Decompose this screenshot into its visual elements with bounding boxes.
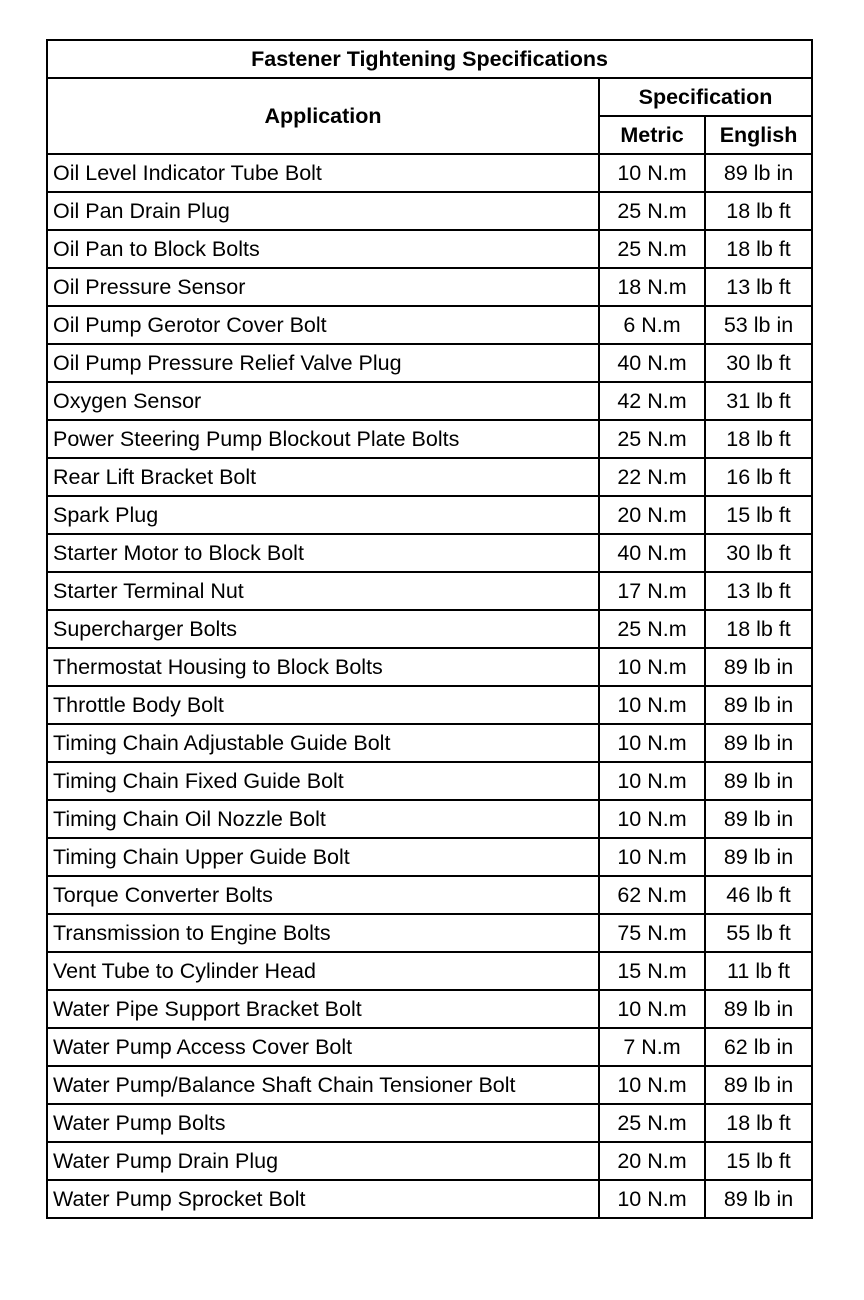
metric-cell: 22 N.m — [599, 458, 705, 496]
table-row — [47, 192, 812, 230]
table-row — [47, 458, 812, 496]
fastener-spec-table — [46, 39, 813, 1219]
english-cell: 31 lb ft — [705, 382, 812, 420]
english-cell: 30 lb ft — [705, 534, 812, 572]
application-cell: Starter Motor to Block Bolt — [47, 534, 599, 572]
table-row — [47, 268, 812, 306]
english-cell: 62 lb in — [705, 1028, 812, 1066]
table-row — [47, 534, 812, 572]
metric-cell: 10 N.m — [599, 990, 705, 1028]
table-body — [47, 154, 812, 1218]
metric-cell: 25 N.m — [599, 420, 705, 458]
english-cell: 89 lb in — [705, 154, 812, 192]
table-title-row — [47, 40, 812, 78]
english-cell: 89 lb in — [705, 648, 812, 686]
application-cell: Timing Chain Adjustable Guide Bolt — [47, 724, 599, 762]
metric-cell: 17 N.m — [599, 572, 705, 610]
table-row — [47, 724, 812, 762]
application-cell: Spark Plug — [47, 496, 599, 534]
header-metric: Metric — [599, 116, 705, 154]
english-cell: 13 lb ft — [705, 572, 812, 610]
table-row — [47, 762, 812, 800]
application-cell: Vent Tube to Cylinder Head — [47, 952, 599, 990]
metric-cell: 75 N.m — [599, 914, 705, 952]
metric-cell: 40 N.m — [599, 534, 705, 572]
application-cell: Oxygen Sensor — [47, 382, 599, 420]
english-cell: 13 lb ft — [705, 268, 812, 306]
english-cell: 89 lb in — [705, 800, 812, 838]
table-row — [47, 306, 812, 344]
english-cell: 89 lb in — [705, 1180, 812, 1218]
application-cell: Water Pump/Balance Shaft Chain Tensioner Bolt — [47, 1066, 599, 1104]
english-cell: 55 lb ft — [705, 914, 812, 952]
table-row — [47, 1028, 812, 1066]
table-row — [47, 990, 812, 1028]
metric-cell: 20 N.m — [599, 496, 705, 534]
english-cell: 46 lb ft — [705, 876, 812, 914]
application-cell: Power Steering Pump Blockout Plate Bolts — [47, 420, 599, 458]
english-cell: 11 lb ft — [705, 952, 812, 990]
table-row — [47, 914, 812, 952]
english-cell: 18 lb ft — [705, 420, 812, 458]
metric-cell: 10 N.m — [599, 762, 705, 800]
application-cell: Oil Pan to Block Bolts — [47, 230, 599, 268]
application-cell: Transmission to Engine Bolts — [47, 914, 599, 952]
metric-cell: 25 N.m — [599, 1104, 705, 1142]
table-row — [47, 648, 812, 686]
metric-cell: 10 N.m — [599, 724, 705, 762]
english-cell: 16 lb ft — [705, 458, 812, 496]
metric-cell: 18 N.m — [599, 268, 705, 306]
application-cell: Oil Pump Gerotor Cover Bolt — [47, 306, 599, 344]
table-row — [47, 420, 812, 458]
english-cell: 18 lb ft — [705, 610, 812, 648]
application-cell: Water Pump Bolts — [47, 1104, 599, 1142]
english-cell: 89 lb in — [705, 1066, 812, 1104]
header-application: Application — [47, 78, 599, 154]
english-cell: 15 lb ft — [705, 1142, 812, 1180]
table-row — [47, 800, 812, 838]
table-title: Fastener Tightening Specifications — [47, 40, 812, 78]
application-cell: Rear Lift Bracket Bolt — [47, 458, 599, 496]
table-row — [47, 382, 812, 420]
table-header-row — [47, 78, 812, 116]
metric-cell: 40 N.m — [599, 344, 705, 382]
table-row — [47, 876, 812, 914]
application-cell: Water Pump Access Cover Bolt — [47, 1028, 599, 1066]
application-cell: Oil Pan Drain Plug — [47, 192, 599, 230]
table-row — [47, 686, 812, 724]
metric-cell: 10 N.m — [599, 648, 705, 686]
metric-cell: 6 N.m — [599, 306, 705, 344]
english-cell: 18 lb ft — [705, 230, 812, 268]
english-cell: 89 lb in — [705, 838, 812, 876]
metric-cell: 20 N.m — [599, 1142, 705, 1180]
table-row — [47, 610, 812, 648]
application-cell: Torque Converter Bolts — [47, 876, 599, 914]
metric-cell: 10 N.m — [599, 154, 705, 192]
table-row — [47, 154, 812, 192]
metric-cell: 62 N.m — [599, 876, 705, 914]
english-cell: 89 lb in — [705, 990, 812, 1028]
metric-cell: 25 N.m — [599, 230, 705, 268]
english-cell: 89 lb in — [705, 762, 812, 800]
table-row — [47, 1180, 812, 1218]
application-cell: Water Pipe Support Bracket Bolt — [47, 990, 599, 1028]
application-cell: Timing Chain Fixed Guide Bolt — [47, 762, 599, 800]
metric-cell: 25 N.m — [599, 192, 705, 230]
table-row — [47, 838, 812, 876]
english-cell: 15 lb ft — [705, 496, 812, 534]
table-row — [47, 1066, 812, 1104]
metric-cell: 10 N.m — [599, 686, 705, 724]
application-cell: Oil Pressure Sensor — [47, 268, 599, 306]
table-row — [47, 1104, 812, 1142]
application-cell: Oil Pump Pressure Relief Valve Plug — [47, 344, 599, 382]
table-row — [47, 344, 812, 382]
application-cell: Water Pump Sprocket Bolt — [47, 1180, 599, 1218]
metric-cell: 7 N.m — [599, 1028, 705, 1066]
metric-cell: 10 N.m — [599, 800, 705, 838]
header-specification: Specification — [599, 78, 812, 116]
application-cell: Supercharger Bolts — [47, 610, 599, 648]
metric-cell: 10 N.m — [599, 838, 705, 876]
application-cell: Water Pump Drain Plug — [47, 1142, 599, 1180]
header-english: English — [705, 116, 812, 154]
table-row — [47, 230, 812, 268]
english-cell: 18 lb ft — [705, 192, 812, 230]
application-cell: Timing Chain Oil Nozzle Bolt — [47, 800, 599, 838]
english-cell: 89 lb in — [705, 724, 812, 762]
application-cell: Throttle Body Bolt — [47, 686, 599, 724]
metric-cell: 10 N.m — [599, 1066, 705, 1104]
english-cell: 89 lb in — [705, 686, 812, 724]
english-cell: 30 lb ft — [705, 344, 812, 382]
application-cell: Thermostat Housing to Block Bolts — [47, 648, 599, 686]
english-cell: 18 lb ft — [705, 1104, 812, 1142]
english-cell: 53 lb in — [705, 306, 812, 344]
table-row — [47, 952, 812, 990]
table-row — [47, 1142, 812, 1180]
application-cell: Starter Terminal Nut — [47, 572, 599, 610]
metric-cell: 25 N.m — [599, 610, 705, 648]
metric-cell: 10 N.m — [599, 1180, 705, 1218]
table-row — [47, 496, 812, 534]
table-row — [47, 572, 812, 610]
metric-cell: 42 N.m — [599, 382, 705, 420]
application-cell: Oil Level Indicator Tube Bolt — [47, 154, 599, 192]
application-cell: Timing Chain Upper Guide Bolt — [47, 838, 599, 876]
metric-cell: 15 N.m — [599, 952, 705, 990]
